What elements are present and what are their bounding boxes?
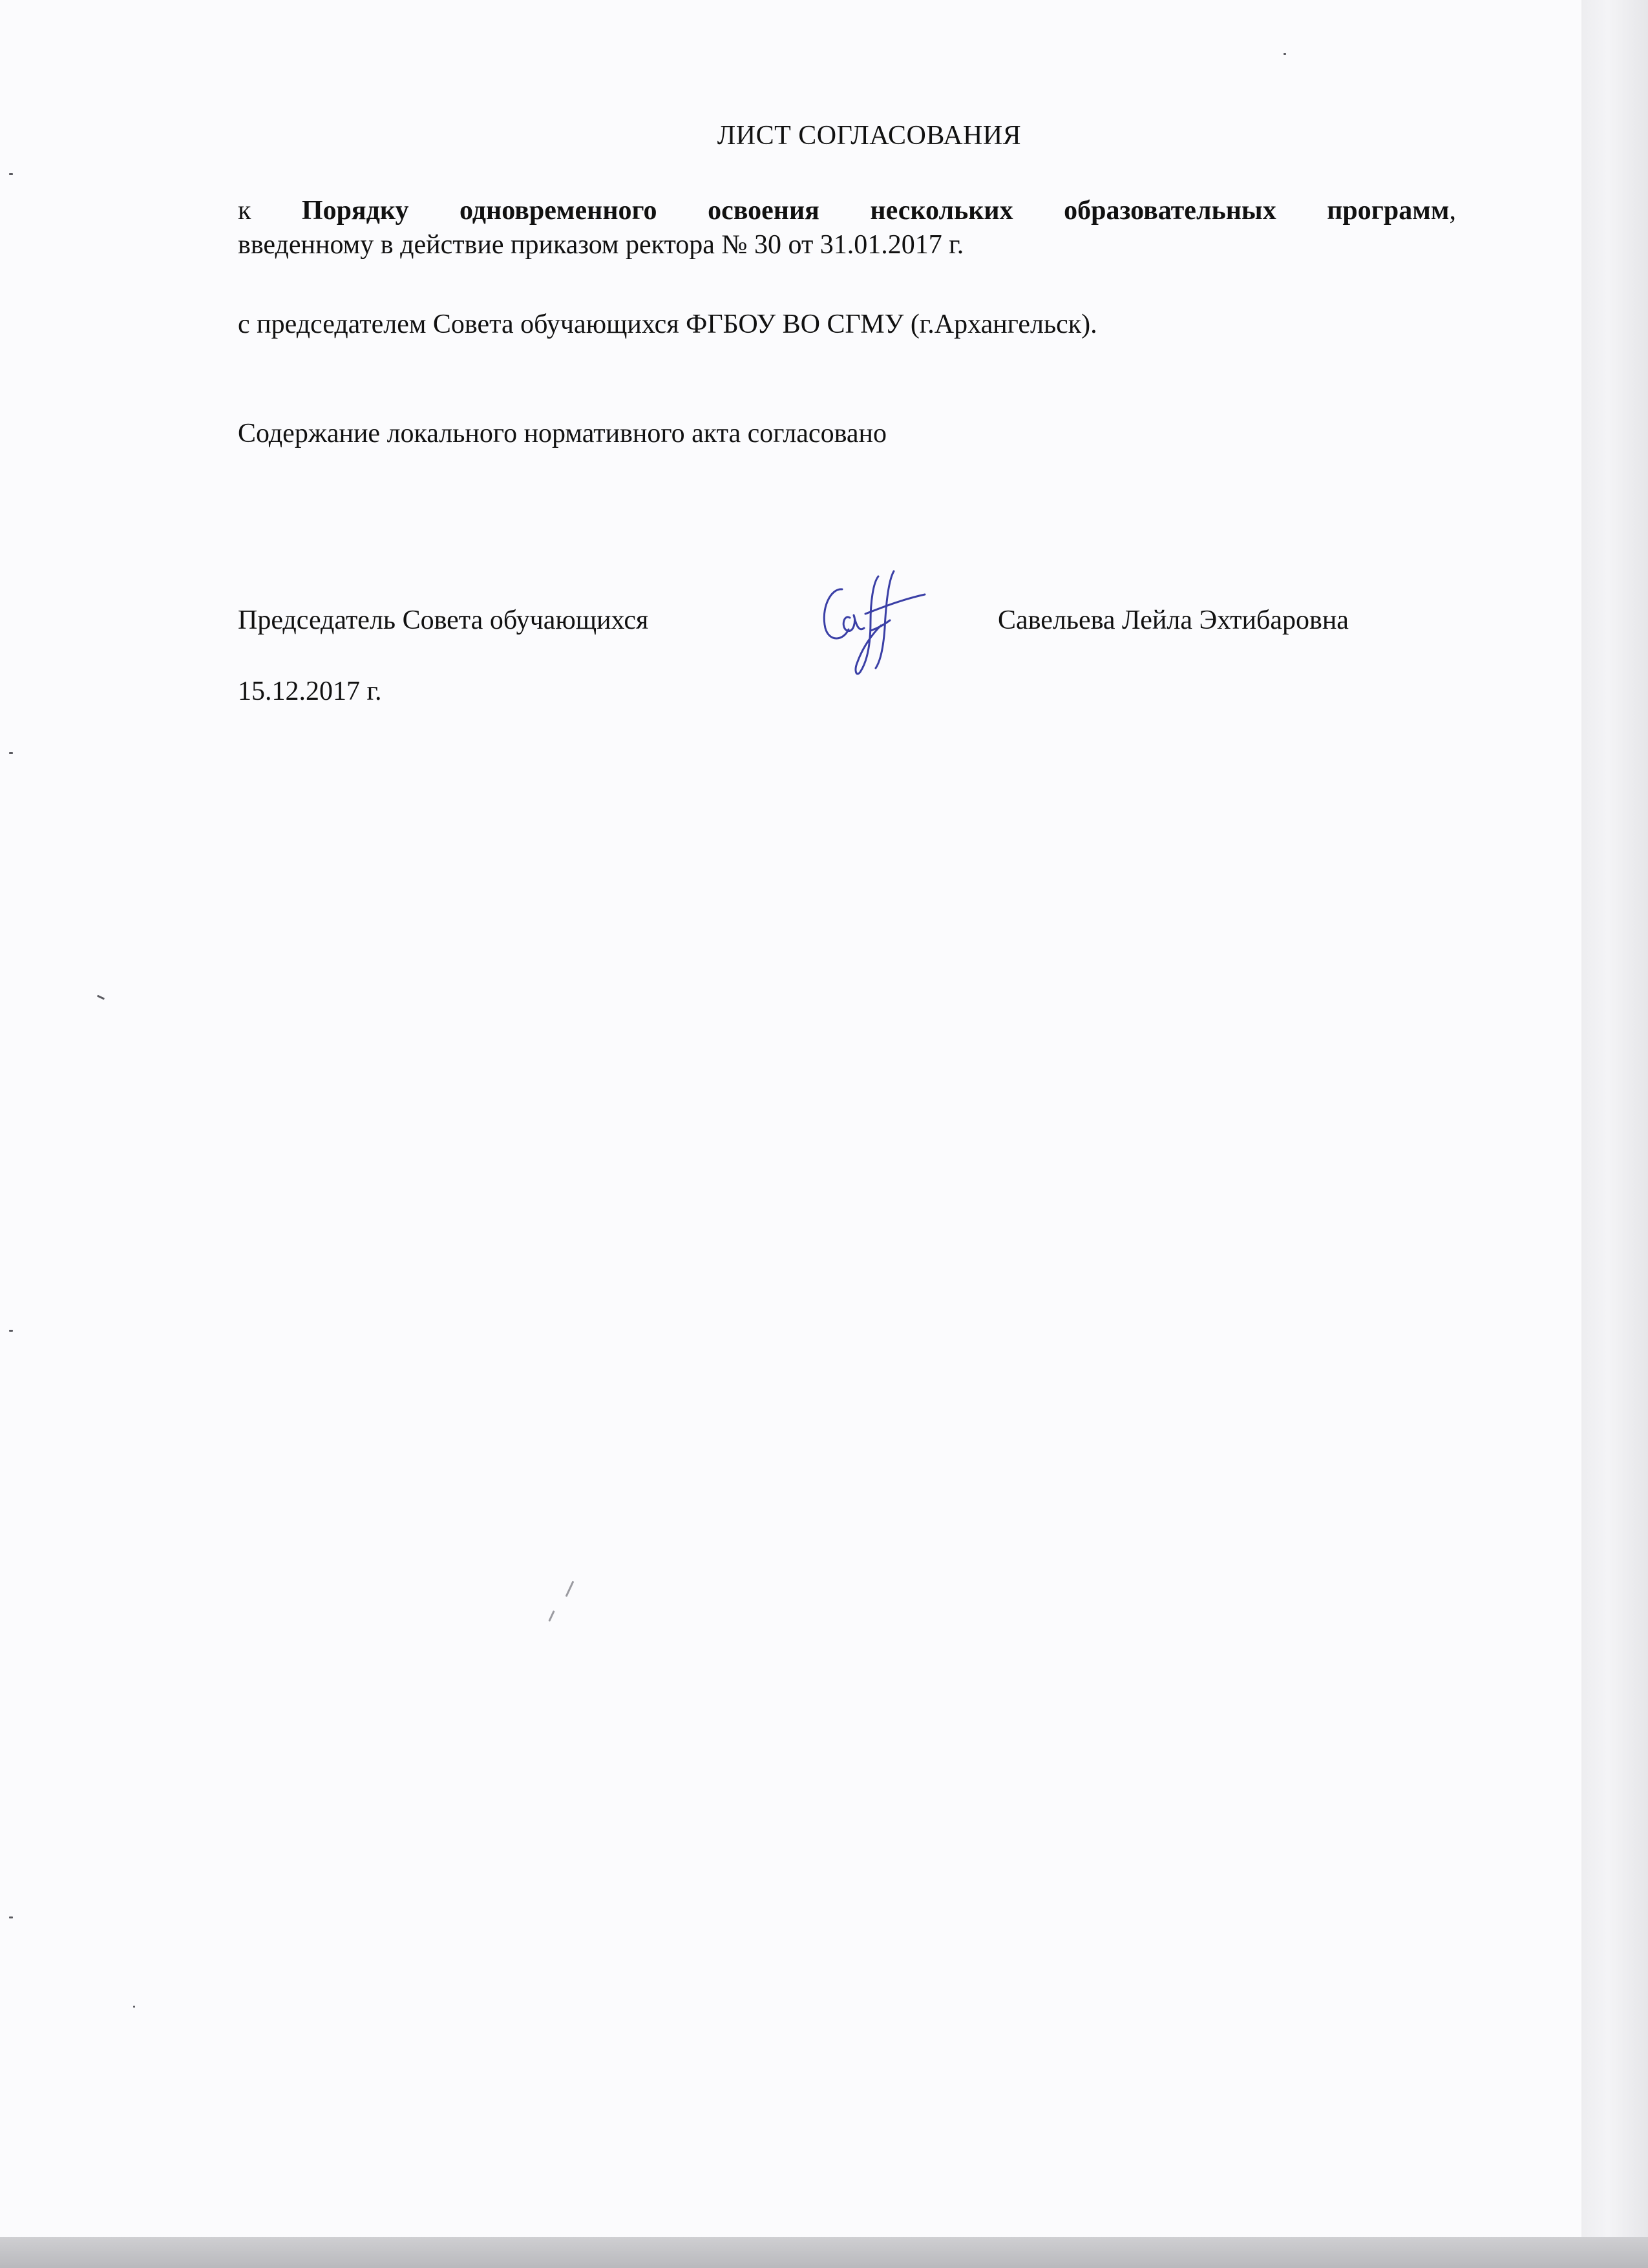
reference-line-1: [238, 194, 1456, 228]
reference-line-2: введенному в действие приказом ректора № 30 от 31.01.2017 г.: [238, 230, 964, 260]
reference-prefix: к: [238, 196, 251, 226]
reference-word: нескольких: [870, 196, 1013, 226]
reference-paragraph: [238, 194, 1456, 262]
approval-statement: Содержание локального нормативного акта согласовано: [238, 419, 887, 448]
scan-bottom-margin: [0, 2237, 1648, 2268]
scan-speck: [9, 173, 13, 175]
reference-word: одновременного: [460, 196, 657, 226]
scan-speck: [9, 1916, 13, 1918]
handwritten-signature: [811, 563, 940, 680]
reference-word: образовательных: [1064, 196, 1276, 226]
scan-speck: [9, 1330, 13, 1332]
reference-last-word: [1327, 194, 1456, 228]
reference-word: Порядку: [301, 196, 409, 226]
scan-speck: [1284, 53, 1286, 55]
scan-speck: [565, 1581, 575, 1597]
document-title: ЛИСТ СОГЛАСОВАНИЯ: [717, 121, 1022, 151]
scan-speck: [133, 2006, 135, 2008]
signer-position: Председатель Совета обучающихся: [238, 605, 649, 635]
scan-speck: [9, 752, 13, 754]
signer-name: Савельева Лейла Эхтибаровна: [998, 605, 1349, 635]
scan-speck: [97, 995, 105, 1000]
document-date: 15.12.2017 г.: [238, 677, 382, 706]
reference-comma: ,: [1449, 196, 1456, 226]
scan-speck: [548, 1610, 555, 1622]
reference-word: программ: [1327, 196, 1450, 226]
reference-word: освоения: [708, 196, 819, 226]
scan-right-margin: [1581, 0, 1648, 2268]
agreed-with-line: с председателем Совета обучающихся ФГБОУ ВО СГМУ (г.Архангельск).: [238, 310, 1097, 339]
